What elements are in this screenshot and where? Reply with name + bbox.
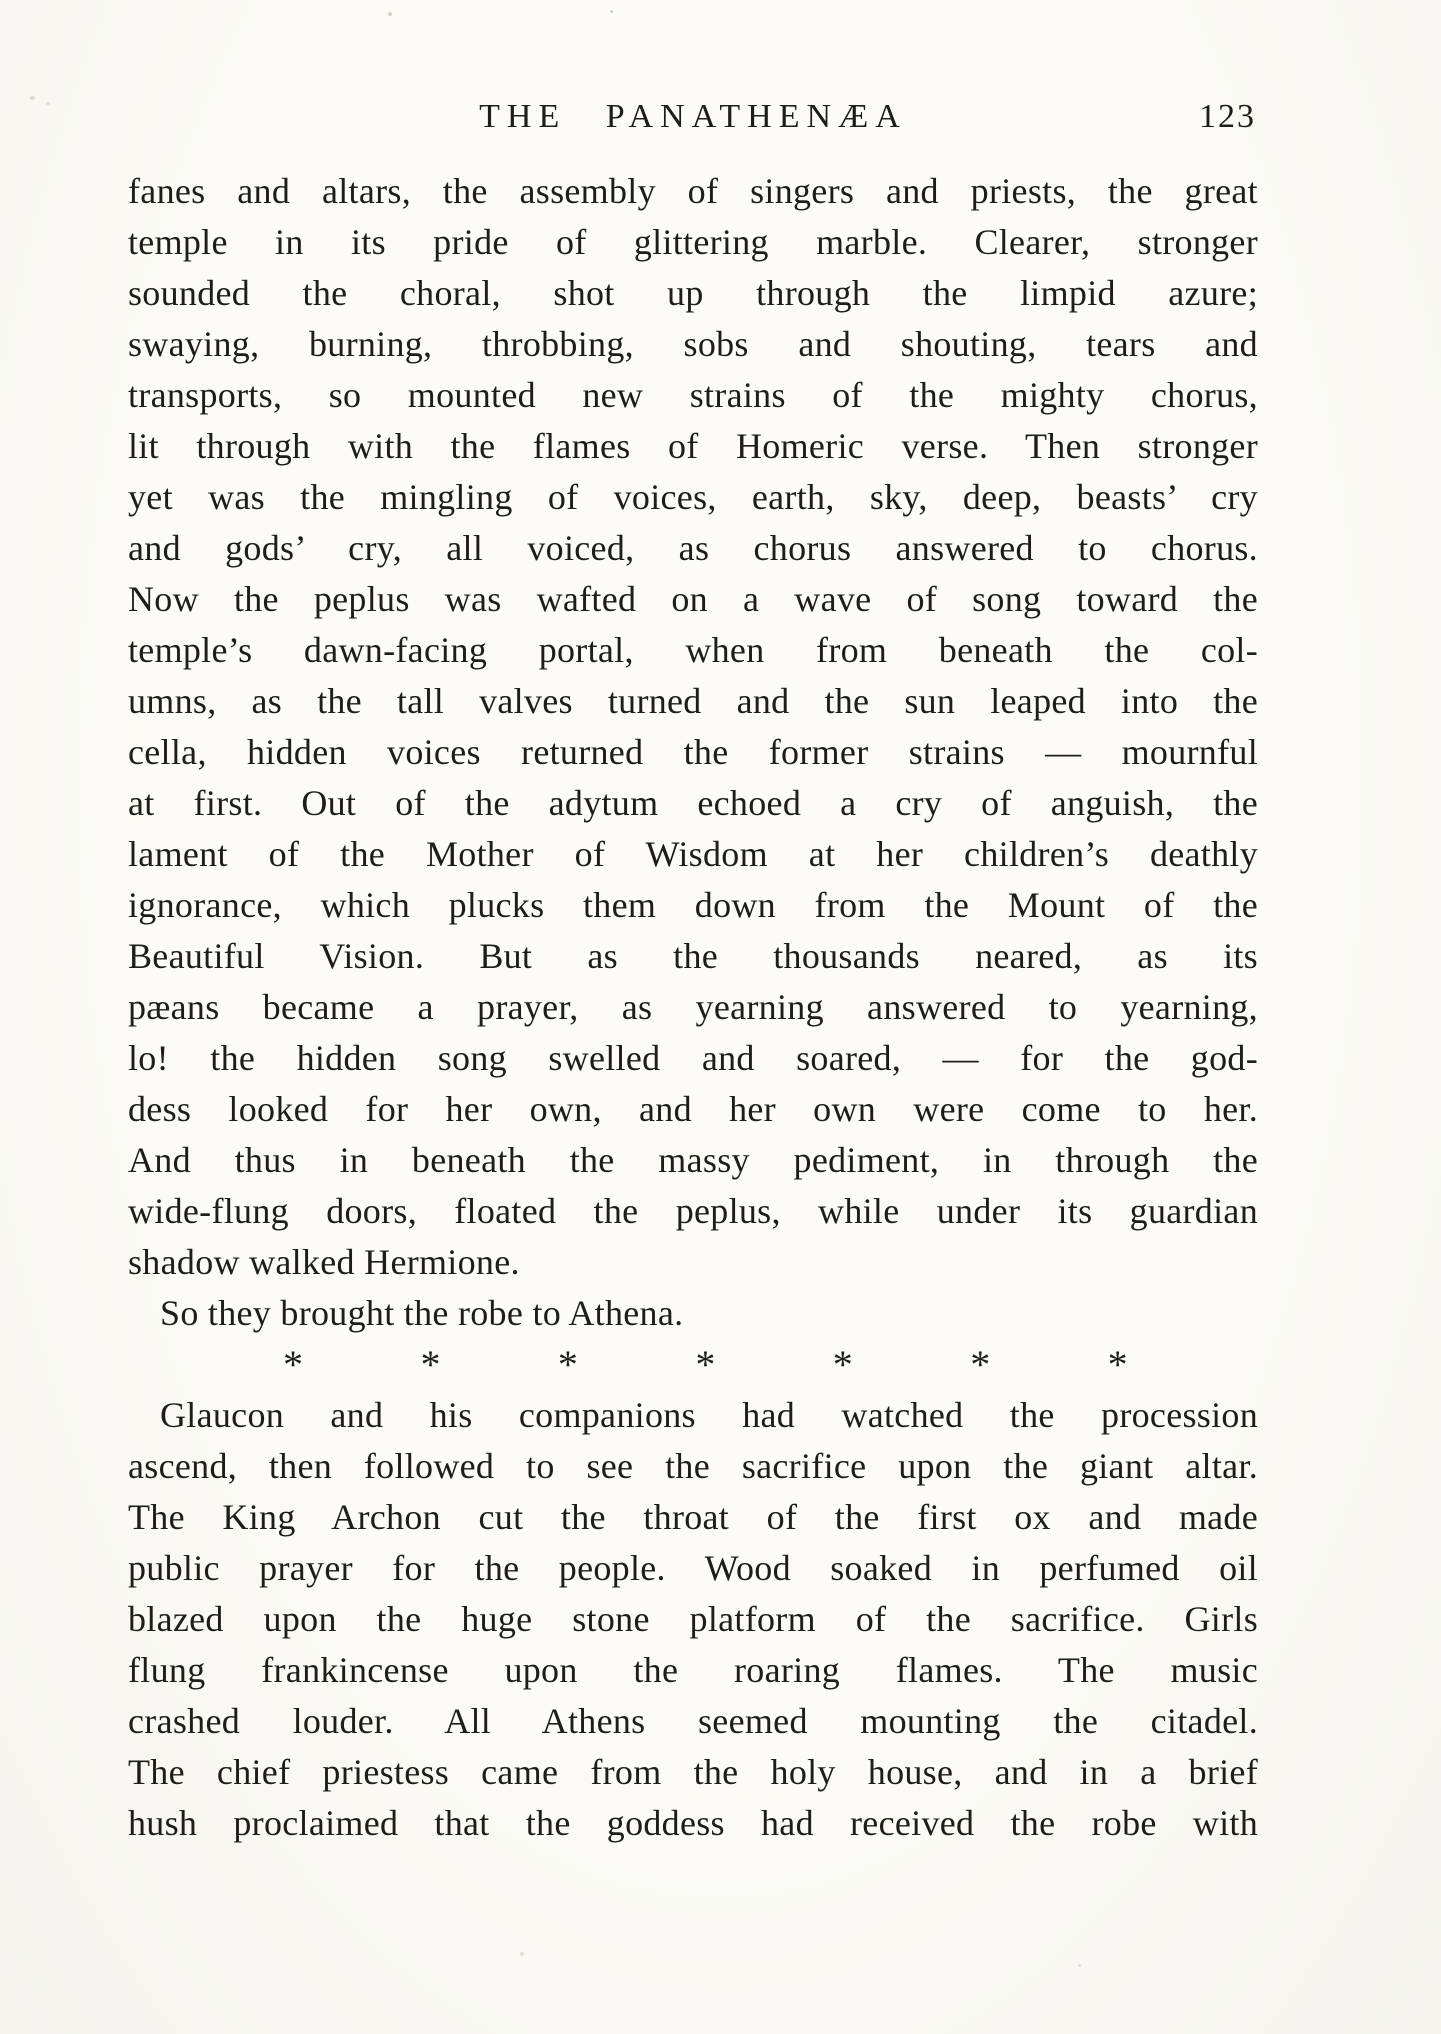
asterisk: *: [557, 1342, 579, 1387]
text-line: The chief priestess came from the holy house, and in a brief: [128, 1752, 1258, 1792]
text-line: transports, so mounted new strains of the mighty chorus,: [128, 375, 1258, 415]
text-line: swaying, burning, throbbing, sobs and shouting, tears and: [128, 324, 1258, 364]
text-line: public prayer for the people. Wood soaked in perfumed oil: [128, 1548, 1258, 1588]
scan-speck: [1078, 1964, 1081, 1967]
text-line: temple’s dawn-facing portal, when from beneath the col-: [128, 630, 1258, 670]
text-line: Glaucon and his companions had watched the procession: [160, 1395, 1258, 1435]
text-line: at first. Out of the adytum echoed a cry of anguish, the: [128, 783, 1258, 823]
running-header: [128, 98, 1258, 144]
text-line: Now the peplus was wafted on a wave of song toward the: [128, 579, 1258, 619]
text-line: lit through with the flames of Homeric verse. Then stronger: [128, 426, 1258, 466]
asterisk: *: [695, 1342, 716, 1387]
section-separator: [283, 1339, 1128, 1390]
scan-speck: [520, 1952, 524, 1956]
text-line: pæans became a prayer, as yearning answered to yearning,: [128, 987, 1258, 1027]
text-line: lament of the Mother of Wisdom at her children’s deathly: [128, 834, 1258, 874]
text-line: So they brought the robe to Athena.: [160, 1293, 684, 1333]
page-number: 123: [1199, 98, 1256, 135]
text-line: yet was the mingling of voices, earth, sky, deep, beasts’ cry: [128, 477, 1258, 517]
asterisk: *: [283, 1342, 304, 1387]
text-line: cella, hidden voices returned the former strains — mournful: [128, 732, 1258, 772]
asterisk: *: [970, 1342, 991, 1387]
text-line: blazed upon the huge stone platform of the sacrifice. Girls: [128, 1599, 1258, 1639]
text-line: Beautiful Vision. But as the thousands neared, as its: [128, 936, 1258, 976]
text-line: lo! the hidden song swelled and soared, — for the god-: [128, 1038, 1258, 1078]
text-line: shadow walked Hermione.: [128, 1242, 520, 1282]
asterisk: *: [1107, 1342, 1128, 1387]
text-line: ascend, then followed to see the sacrifice upon the giant altar.: [128, 1446, 1258, 1486]
text-line: umns, as the tall valves turned and the sun leaped into the: [128, 681, 1258, 721]
text-line: flung frankincense upon the roaring flames. The music: [128, 1650, 1258, 1690]
text-line: wide-flung doors, floated the peplus, while under its guardian: [128, 1191, 1258, 1231]
text-line: dess looked for her own, and her own were come to her.: [128, 1089, 1258, 1129]
text-line: fanes and altars, the assembly of singers and priests, the great: [128, 171, 1258, 211]
text-line: temple in its pride of glittering marble. Clearer, stronger: [128, 222, 1258, 262]
text-line: sounded the choral, shot up through the limpid azure;: [128, 273, 1258, 313]
text-line: hush proclaimed that the goddess had received the robe with: [128, 1803, 1258, 1843]
text-line: and gods’ cry, all voiced, as chorus answered to chorus.: [128, 528, 1258, 568]
asterisk: *: [832, 1342, 854, 1387]
text-line: crashed louder. All Athens seemed mounting the citadel.: [128, 1701, 1258, 1741]
scan-speck: [388, 12, 392, 16]
text-line: The King Archon cut the throat of the first ox and made: [128, 1497, 1258, 1537]
text-line: And thus in beneath the massy pediment, in through the: [128, 1140, 1258, 1180]
page-body: [128, 166, 1258, 1849]
text-line: ignorance, which plucks them down from the Mount of the: [128, 885, 1258, 925]
page-title: THE PANATHENÆA: [479, 98, 907, 135]
scan-speck: [46, 102, 50, 105]
scan-speck: [30, 96, 35, 100]
scan-speck: [610, 10, 613, 13]
asterisk: *: [420, 1342, 441, 1387]
